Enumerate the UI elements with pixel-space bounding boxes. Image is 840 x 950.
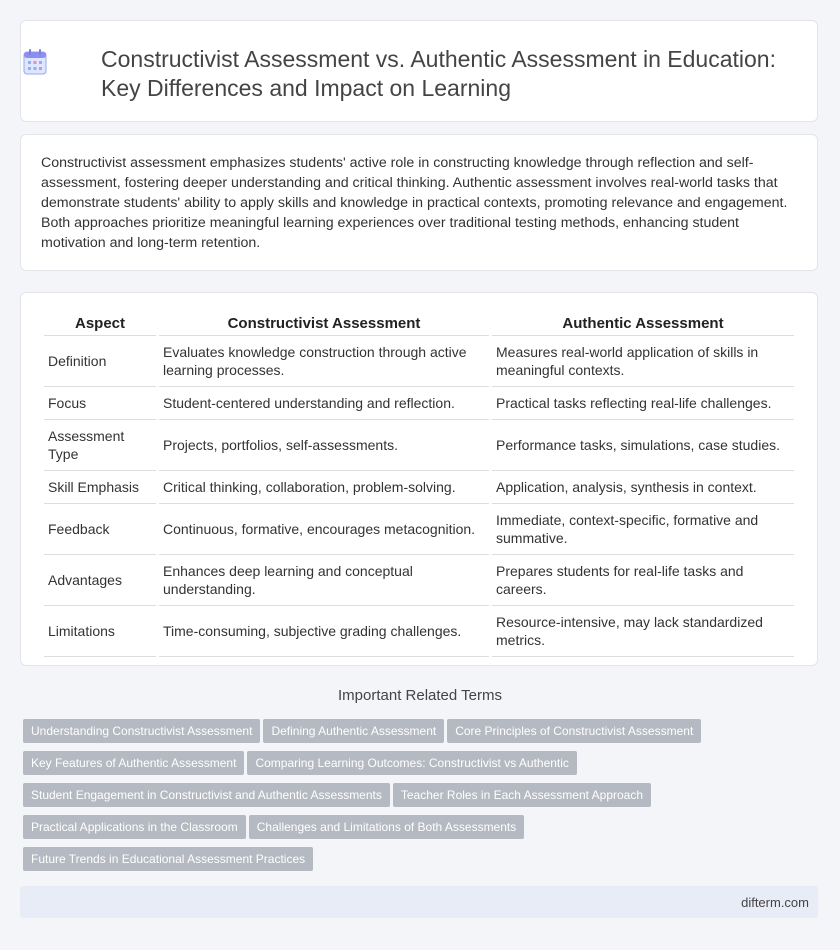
related-term-tag[interactable]: Future Trends in Educational Assessment Practices <box>23 847 313 871</box>
constructivist-cell: Student-centered understanding and reflection. <box>159 387 489 420</box>
table-row <box>44 606 794 657</box>
related-term-tag[interactable]: Understanding Constructivist Assessment <box>23 719 260 743</box>
related-term-tag[interactable]: Teacher Roles in Each Assessment Approach <box>393 783 651 807</box>
table-row <box>44 336 794 387</box>
related-term-tag[interactable]: Comparing Learning Outcomes: Constructivist vs Authentic <box>247 751 576 775</box>
table-row <box>44 504 794 555</box>
authentic-cell: Practical tasks reflecting real-life challenges. <box>492 387 794 420</box>
authentic-cell: Immediate, context-specific, formative and summative. <box>492 504 794 555</box>
table-row <box>44 420 794 471</box>
constructivist-cell: Enhances deep learning and conceptual understanding. <box>159 555 489 606</box>
aspect-cell: Feedback <box>44 504 156 555</box>
authentic-cell: Prepares students for real-life tasks and careers. <box>492 555 794 606</box>
table-row <box>44 555 794 606</box>
constructivist-cell: Projects, portfolios, self-assessments. <box>159 420 489 471</box>
related-term-tag[interactable]: Defining Authentic Assessment <box>263 719 444 743</box>
aspect-cell: Definition <box>44 336 156 387</box>
footer-site-link[interactable]: difterm.com <box>741 895 809 910</box>
header-aspect: Aspect <box>44 309 156 336</box>
table-row <box>44 387 794 420</box>
authentic-cell: Measures real-world application of skills in meaningful contexts. <box>492 336 794 387</box>
table-header-row <box>44 309 794 336</box>
header-constructivist: Constructivist Assessment <box>159 309 489 336</box>
comparison-table <box>41 309 797 657</box>
calendar-icon <box>23 49 47 75</box>
authentic-cell: Resource-intensive, may lack standardized metrics. <box>492 606 794 657</box>
aspect-cell: Assessment Type <box>44 420 156 471</box>
title-wrap <box>101 45 781 103</box>
constructivist-cell: Continuous, formative, encourages metacognition. <box>159 504 489 555</box>
constructivist-cell: Time-consuming, subjective grading challenges. <box>159 606 489 657</box>
authentic-cell: Application, analysis, synthesis in context. <box>492 471 794 504</box>
authentic-cell: Performance tasks, simulations, case studies. <box>492 420 794 471</box>
page-title: Constructivist Assessment vs. Authentic Assessment in Education: Key Differences and Impact on Learning <box>101 46 776 101</box>
related-term-tag[interactable]: Student Engagement in Constructivist and Authentic Assessments <box>23 783 390 807</box>
aspect-cell: Limitations <box>44 606 156 657</box>
aspect-cell: Skill Emphasis <box>44 471 156 504</box>
table-row <box>44 471 794 504</box>
comparison-card <box>20 292 818 666</box>
related-term-tag[interactable]: Challenges and Limitations of Both Assessments <box>249 815 524 839</box>
aspect-cell: Focus <box>44 387 156 420</box>
aspect-cell: Advantages <box>44 555 156 606</box>
related-terms-title: Important Related Terms <box>338 687 502 704</box>
related-term-tag[interactable]: Key Features of Authentic Assessment <box>23 751 244 775</box>
constructivist-cell: Evaluates knowledge construction through active learning processes. <box>159 336 489 387</box>
related-terms-list <box>23 719 823 879</box>
constructivist-cell: Critical thinking, collaboration, problem-solving. <box>159 471 489 504</box>
title-card <box>20 20 818 122</box>
intro-paragraph: Constructivist assessment emphasizes students' active role in constructing knowledge through reflection and self-assessment, fostering deeper understanding and critical thinking. Authentic assessment involves real-world tasks that demonstrate students' ability to apply skills and knowledge in practical contexts, promoting relevance and engagement. Both approaches prioritize meaningful learning experiences over traditional testing methods, enhancing student motivation and long-term retention. <box>41 155 788 251</box>
related-term-tag[interactable]: Practical Applications in the Classroom <box>23 815 246 839</box>
header-authentic: Authentic Assessment <box>492 309 794 336</box>
footer <box>20 886 818 918</box>
intro-card <box>20 134 818 271</box>
related-term-tag[interactable]: Core Principles of Constructivist Assessment <box>447 719 701 743</box>
